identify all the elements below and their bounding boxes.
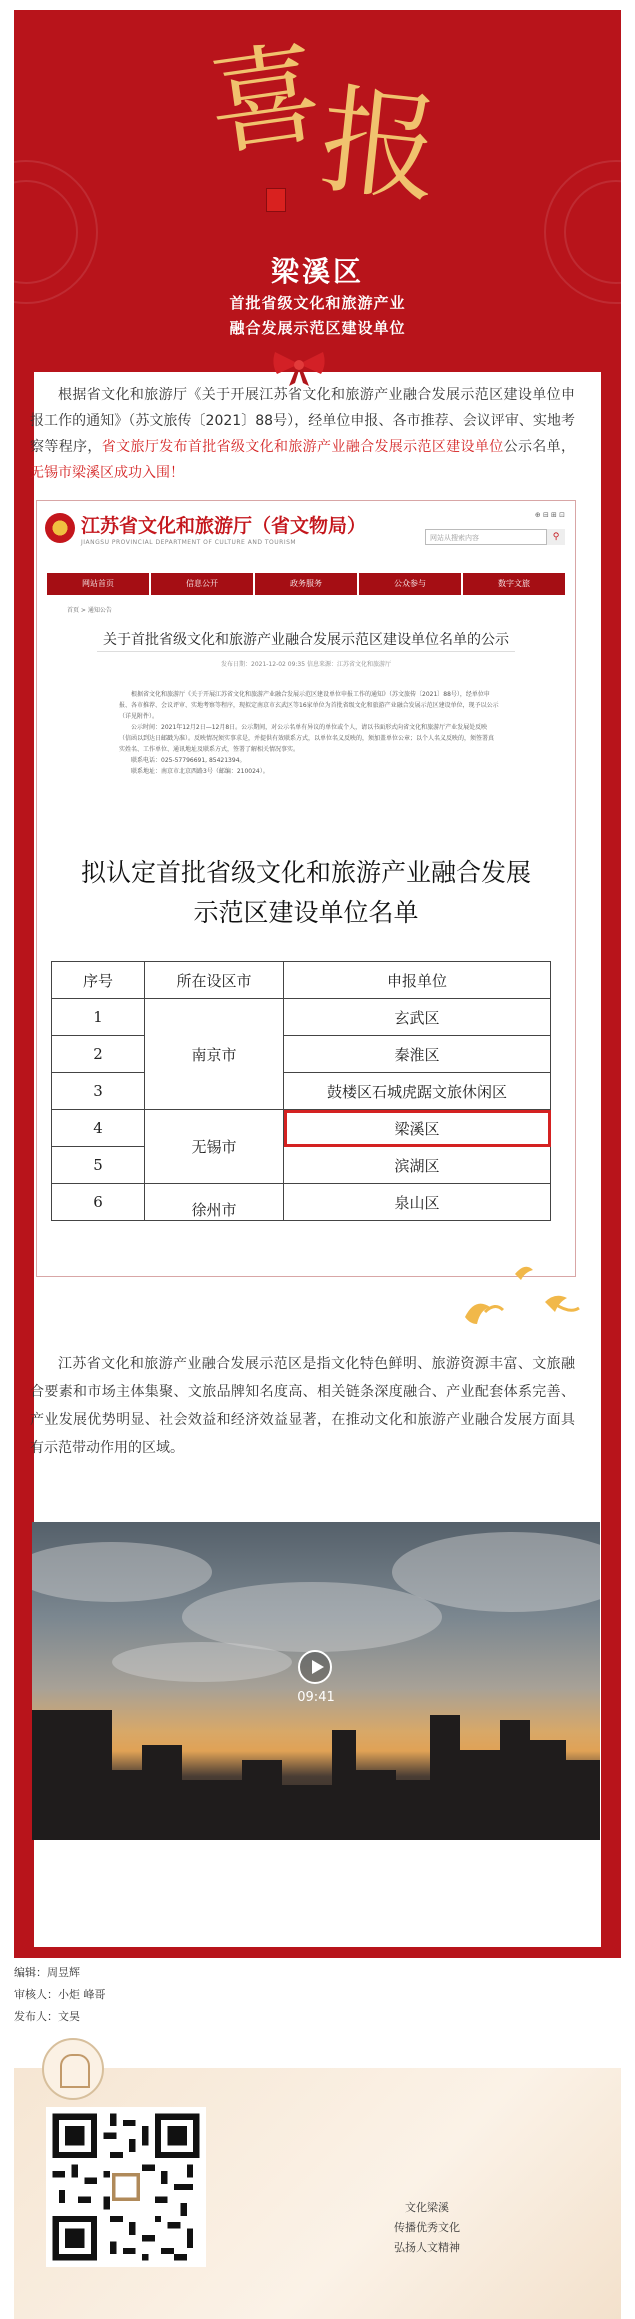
table-row	[52, 1073, 551, 1110]
site-search-input[interactable]: 网站从搜索内容	[425, 529, 565, 545]
building	[460, 1750, 500, 1840]
notice-meta: 发布日期：2021-12-02 09:35 信息来源：江苏省文化和旅游厅	[221, 661, 391, 668]
column-header: 所在设区市	[145, 962, 284, 999]
video-player[interactable]	[32, 1522, 600, 1840]
building	[32, 1710, 112, 1840]
footer-slogan	[352, 2198, 502, 2258]
calligraphy-char: 报	[314, 70, 446, 220]
list-title-line: 示范区建设单位名单	[193, 898, 419, 927]
red-seal-icon	[266, 188, 286, 212]
table-row	[52, 1147, 551, 1184]
notice-paragraph: 公示时间：2021年12月2日—12月8日。公示期间，对公示名单有异议的单位或个人，请以书面形式向省文化和旅游厅产业发展处反映（信函以到达日邮戳为准）。反映情况须实事求是，并提供有效联系方式，以单位名义反映的，须加盖单位公章；以个人名义反映的，须签署真实姓名、工作单位、通讯地址及联系方式，签署了解相关情况事实。	[119, 724, 495, 753]
poster-location: 梁溪区	[270, 255, 364, 288]
slogan-line: 文化梁溪	[405, 2201, 449, 2214]
slogan-line: 传播优秀文化	[394, 2221, 460, 2234]
play-icon[interactable]	[298, 1650, 332, 1684]
list-title-line: 拟认定首批省级文化和旅游产业融合发展	[80, 858, 531, 887]
video-duration: 09:41	[297, 1690, 335, 1705]
list-title	[37, 853, 575, 933]
qr-code-icon[interactable]	[46, 2107, 206, 2267]
cell-no: 6	[52, 1184, 145, 1221]
site-top-links[interactable]: ⊕ ⊟ ⊞ ⊡	[534, 511, 565, 519]
site-header	[37, 501, 575, 561]
cell-city: 南京市	[145, 999, 284, 1110]
cloud	[112, 1642, 292, 1682]
building	[182, 1780, 242, 1840]
cell-city: 无锡市	[145, 1110, 284, 1184]
cell-no: 3	[52, 1073, 145, 1110]
slogan-line: 弘扬人文精神	[394, 2241, 460, 2254]
cell-unit: 泉山区	[284, 1184, 551, 1221]
site-name-en: JIANGSU PROVINCIAL DEPARTMENT OF CULTURE AND TOURISM	[81, 539, 297, 546]
cloud	[32, 1542, 212, 1602]
building	[332, 1730, 356, 1840]
cell-unit: 秦淮区	[284, 1036, 551, 1073]
reviewer-credit: 审核人：小炬 峰哥	[14, 1988, 106, 2001]
search-icon[interactable]: ⚲	[546, 529, 565, 545]
building	[500, 1720, 530, 1840]
building	[282, 1785, 332, 1840]
poster-subtitle-line1: 首批省级文化和旅游产业	[229, 294, 406, 312]
article-credits	[14, 1962, 106, 2028]
good-news-calligraphy	[200, 27, 449, 232]
calligraphy-char: 喜	[200, 27, 330, 173]
building	[396, 1780, 430, 1840]
cell-no: 1	[52, 999, 145, 1036]
divider	[97, 651, 515, 652]
nav-item-service[interactable]: 政务服务	[255, 573, 357, 595]
intro-paragraph	[30, 382, 575, 486]
intro-highlight: 无锡市梁溪区成功入围！	[30, 465, 184, 481]
cell-unit: 滨湖区	[284, 1147, 551, 1184]
government-website-screenshot	[36, 500, 576, 1277]
building	[530, 1740, 566, 1840]
intro-highlight: 省文旅厅发布首批省级文化和旅游产业融合发展示范区建设单位	[101, 439, 504, 455]
table-row	[52, 999, 551, 1036]
building	[112, 1770, 142, 1840]
table-row	[52, 1036, 551, 1073]
notice-paragraph: 根据省文化和旅游厅《关于开展江苏省文化和旅游产业融合发展示范区建设单位申报工作的通知》（苏文旅传〔2021〕88号），经单位申报、各市推荐、会议评审、实地考察等程序，现拟定南京市玄武区等16家单位为首批省级文化和旅游产业融合发展示范区建设单位，现予以公示（详见附件）。	[119, 691, 499, 720]
publisher-credit: 发布人：文昊	[14, 2010, 80, 2023]
liangxi-logo-icon	[42, 2038, 104, 2100]
cell-city: 徐州市	[145, 1184, 284, 1221]
cell-no: 4	[52, 1110, 145, 1147]
notice-paragraph: 联系地址：南京市北京西路3号（邮编：210024）。	[131, 768, 269, 775]
national-emblem-icon	[45, 513, 75, 543]
notice-body	[119, 689, 499, 777]
notice-title: 关于首批省级文化和旅游产业融合发展示范区建设单位名单的公示	[103, 632, 509, 648]
flying-birds-icon	[455, 1262, 585, 1342]
poster-subtitle-line2: 融合发展示范区建设单位	[229, 319, 406, 337]
notice-paragraph: 联系电话：025-57796691, 85421394。	[131, 757, 246, 764]
nav-item-public[interactable]: 公众参与	[359, 573, 461, 595]
building	[142, 1745, 182, 1840]
cell-unit: 鼓楼区石城虎踞文旅休闲区	[284, 1073, 551, 1110]
site-nav	[47, 573, 565, 595]
table-row	[52, 1184, 551, 1221]
building	[356, 1770, 396, 1840]
table-header-row	[52, 962, 551, 999]
ribbon-bow-icon	[269, 348, 329, 386]
description-paragraph: 江苏省文化和旅游产业融合发展示范区是指文化特色鲜明、旅游资源丰富、文旅融合要素和市场主体集聚、文旅品牌知名度高、相关链条深度融合、产业配套体系完善、产业发展优势明显、社会效益和经济效益显著，在推动文化和旅游产业融合发展方面具有示范带动作用的区域。	[30, 1356, 575, 1456]
building	[566, 1760, 600, 1840]
nav-item-home[interactable]: 网站首页	[47, 573, 149, 595]
site-name: 江苏省文化和旅游厅（省文物局）	[81, 515, 367, 537]
table-row	[52, 1110, 551, 1147]
building	[242, 1760, 282, 1840]
intro-text: 根据省文化和旅游厅《关于开展江苏省文化和旅游产业融合发展示范区建设单位申报工作的通知》（苏文旅传〔2021〕88号），经单位申报、各市推荐、会议评审、实地考察等程序，	[30, 387, 575, 455]
nav-item-info[interactable]: 信息公开	[151, 573, 253, 595]
cell-no: 2	[52, 1036, 145, 1073]
building	[430, 1715, 460, 1840]
unit-list-table	[51, 961, 551, 1221]
cell-unit: 玄武区	[284, 999, 551, 1036]
cell-no: 5	[52, 1147, 145, 1184]
column-header: 申报单位	[284, 962, 551, 999]
cell-unit-highlighted: 梁溪区	[284, 1110, 551, 1147]
intro-text: 公示名单，	[503, 439, 576, 455]
editor-credit: 编辑：周昱辉	[14, 1966, 80, 1979]
breadcrumb[interactable]: 首页 > 通知公告	[67, 607, 112, 614]
column-header: 序号	[52, 962, 145, 999]
nav-item-digital[interactable]: 数字文旅	[463, 573, 565, 595]
